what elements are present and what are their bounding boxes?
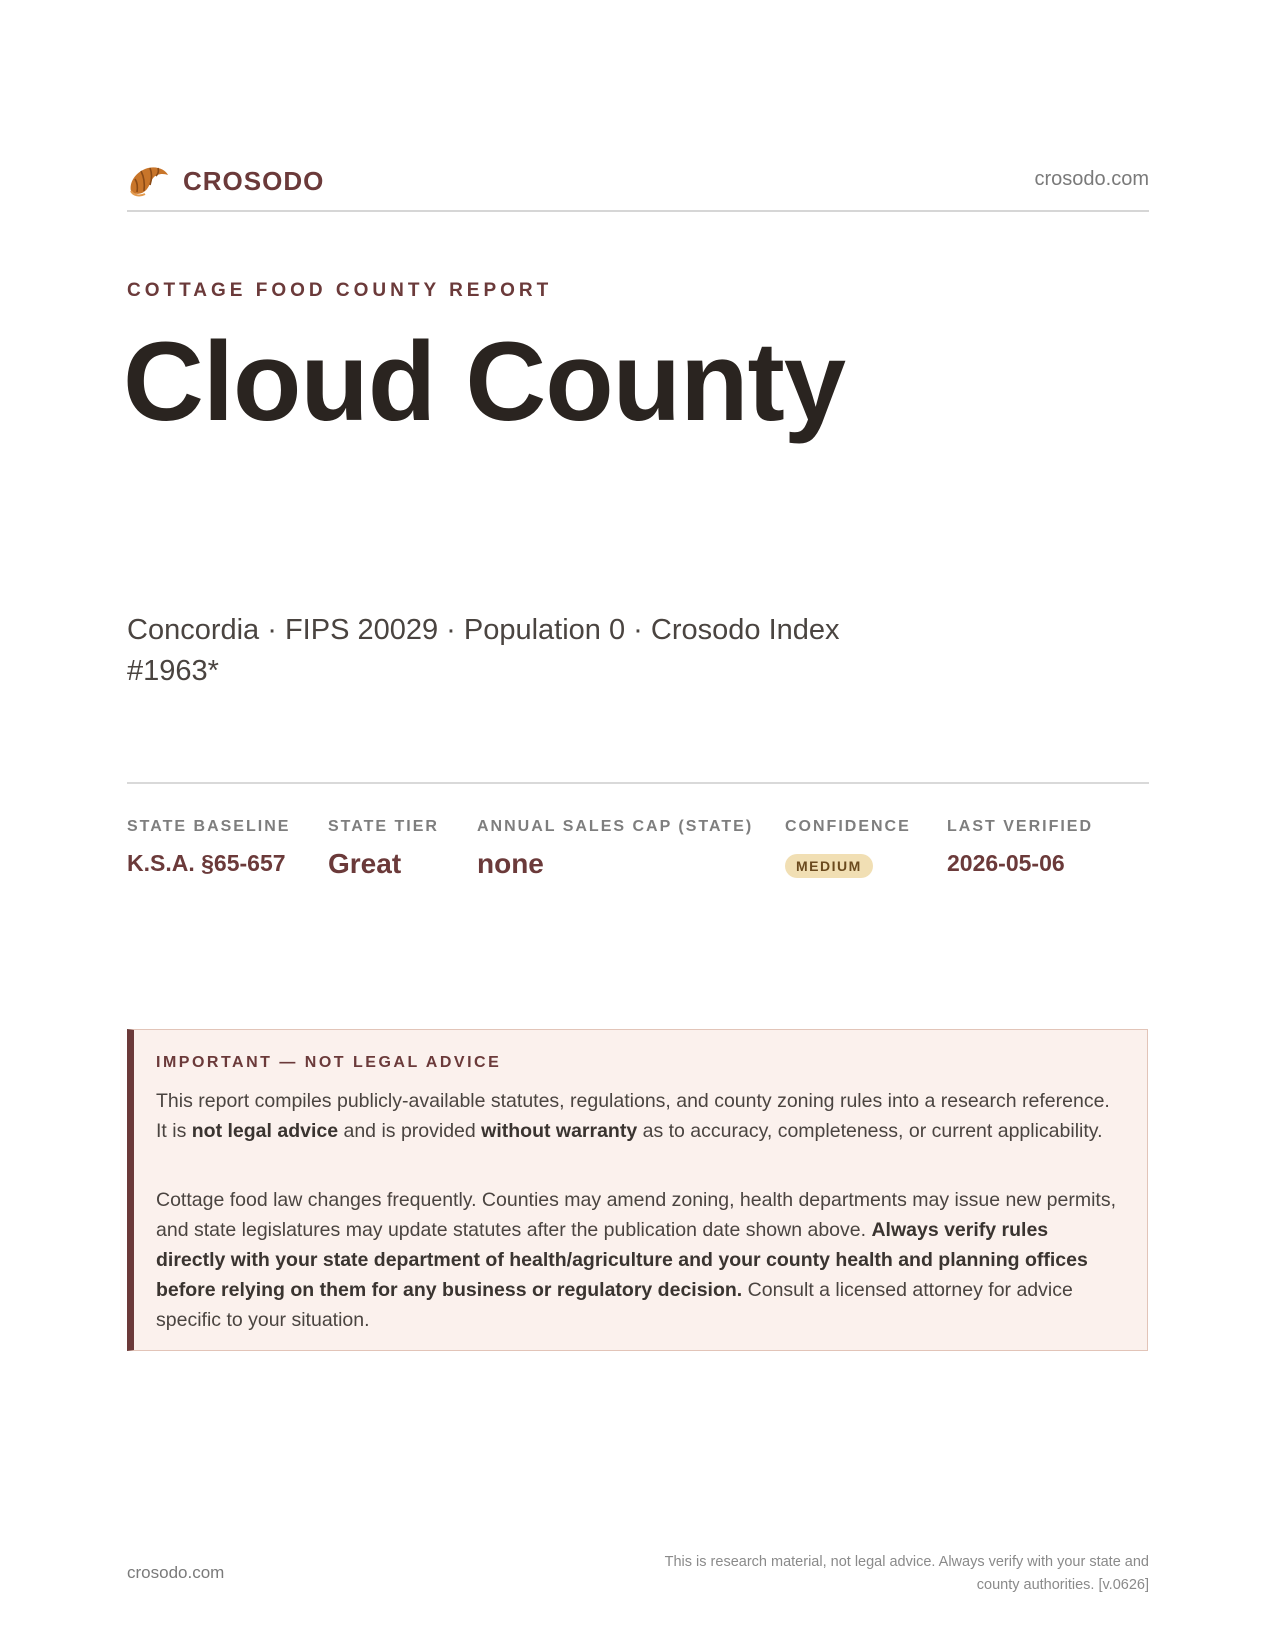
page-title: Cloud County [123,319,846,444]
report-subtitle: Concordia · FIPS 20029 · Population 0 · Crosodo Index #1963* [127,614,840,687]
notice-paragraph [156,1185,1120,1335]
stat-label: STATE BASELINE [127,818,291,835]
header-divider [127,210,1149,212]
notice-emphasis: Always verify rules directly with your state department of health/agriculture and your county health and planning offices before relying on them for any business or regulatory decision. [156,1219,1088,1301]
brand[interactable] [127,161,324,201]
notice-text: and is provided [338,1120,482,1142]
croissant-icon [127,161,171,201]
notice-emphasis: not legal advice [191,1120,339,1142]
notice-paragraph [156,1086,1120,1146]
report-page [123,0,1149,1650]
stat-last-verified [947,818,1093,877]
stat-annual-sales-cap [477,818,753,880]
stat-value: 2026-05-06 [947,850,1065,876]
notice-title: IMPORTANT — NOT LEGAL ADVICE [156,1054,502,1071]
stat-value: K.S.A. §65-657 [127,850,286,876]
stat-label: LAST VERIFIED [947,818,1094,835]
brand-name: CROSODO [183,165,325,196]
notice-text: Consult a licensed attorney for advice specific to your situation. [156,1279,1073,1331]
stats-divider [127,782,1149,784]
status-badge: MEDIUM [785,854,873,878]
page-header [127,156,1149,210]
footer-disclaimer: This is research material, not legal advice. Always verify with your state and county authorities. [v.0626] [664,1554,1149,1593]
notice-text: This report compiles publicly-available statutes, regulations, and county zoning rules into a research reference. It is [156,1090,1110,1142]
stat-state-tier [328,818,439,880]
stat-value: Great [328,848,402,879]
notice-text: Cottage food law changes frequently. Counties may amend zoning, health departments may issue new permits, and state legislatures may update statutes after the publication date shown above. [156,1189,1116,1241]
site-url[interactable]: crosodo.com [1034,168,1149,190]
footer-site-url[interactable]: crosodo.com [127,1563,225,1582]
stat-label: STATE TIER [328,818,439,835]
legal-notice [127,1029,1148,1351]
stat-confidence [785,818,911,878]
stat-label: CONFIDENCE [785,818,911,835]
stat-value: none [477,848,544,879]
stat-state-baseline [127,818,290,877]
notice-text: as to accuracy, completeness, or current applicability. [637,1120,1103,1142]
notice-emphasis: without warranty [481,1120,638,1142]
report-kicker: COTTAGE FOOD COUNTY REPORT [127,280,553,301]
stat-label: ANNUAL SALES CAP (STATE) [477,818,754,835]
